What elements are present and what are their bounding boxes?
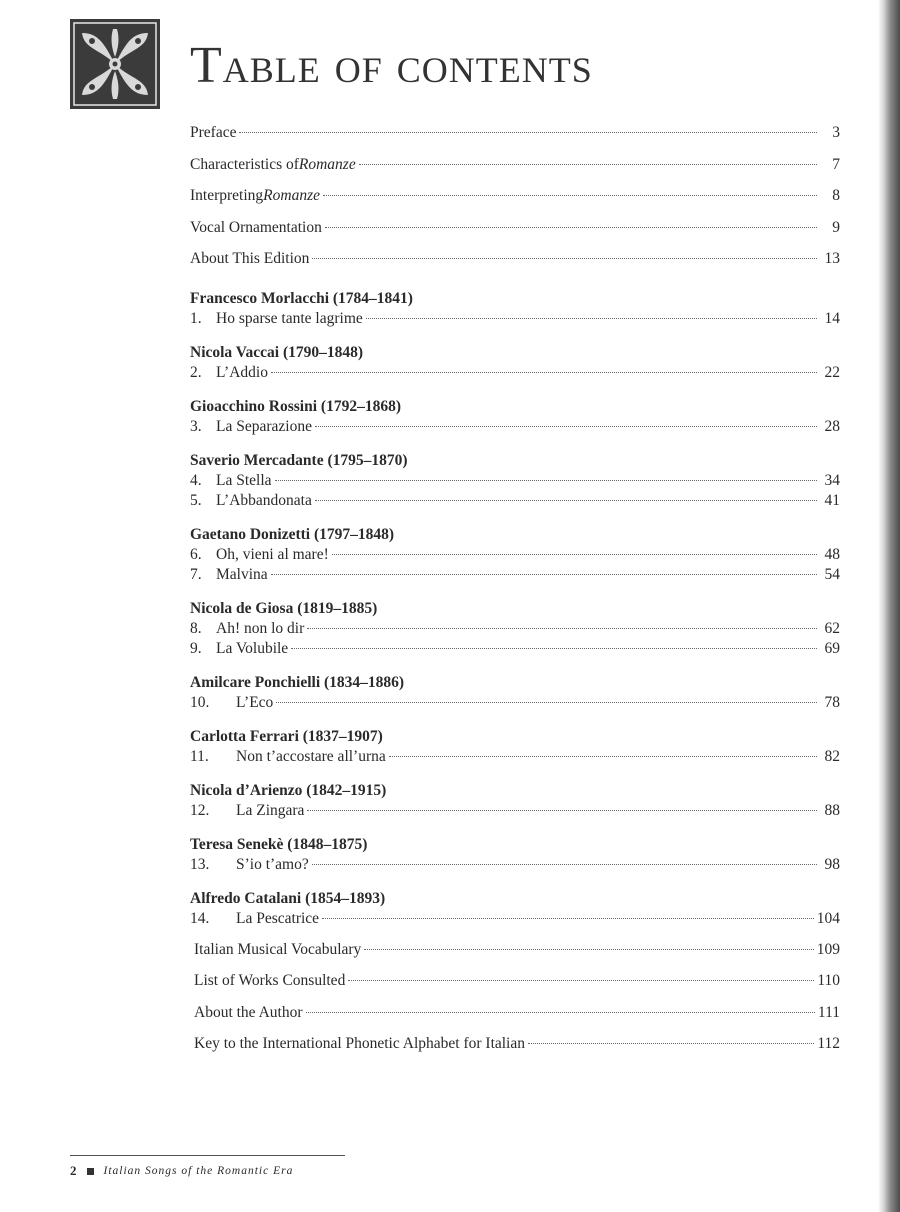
entry-title: L’Addio <box>216 363 268 381</box>
entry-page-number: 28 <box>824 417 840 435</box>
entry-title: S’io t’amo? <box>236 855 309 873</box>
toc-entry[interactable] <box>190 639 840 659</box>
entry-number: 8. <box>190 619 202 637</box>
toc-entry[interactable] <box>190 1003 840 1035</box>
toc-entry[interactable] <box>190 565 840 585</box>
dot-leader <box>271 574 817 575</box>
dot-leader <box>364 949 813 950</box>
composer-heading: Nicola de Giosa (1819–1885) <box>190 599 378 617</box>
toc-entry[interactable] <box>190 940 840 972</box>
entry-number: 2. <box>190 363 202 381</box>
toc-entry[interactable] <box>190 491 840 511</box>
dot-leader <box>348 980 814 981</box>
entry-title: Ah! non lo dir <box>216 619 305 637</box>
dot-leader <box>276 702 817 703</box>
toc-entry[interactable] <box>190 619 840 639</box>
dot-leader <box>315 500 817 501</box>
toc-entry[interactable] <box>190 417 840 437</box>
entry-page-number: 112 <box>817 1035 840 1052</box>
toc-entry[interactable] <box>190 545 840 565</box>
dot-leader <box>307 628 817 629</box>
entry-title: La Stella <box>216 471 272 489</box>
entry-number: 5. <box>190 491 202 509</box>
entry-page-number: 69 <box>824 639 840 657</box>
entry-page-number: 111 <box>817 1003 840 1021</box>
footer-page-number: 2 <box>70 1163 77 1178</box>
toc-entry[interactable] <box>190 249 840 281</box>
table-of-contents <box>190 123 840 1066</box>
page-footer <box>70 1155 345 1179</box>
entry-title: L’Eco <box>236 693 274 711</box>
dot-leader <box>275 480 817 481</box>
square-bullet-icon <box>87 1168 94 1175</box>
entry-page-number: 41 <box>824 491 840 509</box>
toc-entry[interactable] <box>190 123 840 155</box>
entry-number: 11. <box>190 747 209 765</box>
entry-number: 12. <box>190 801 210 819</box>
entry-title-italic: Romanze <box>298 155 356 173</box>
dot-leader <box>306 1012 815 1013</box>
entry-title: La Separazione <box>216 417 312 435</box>
entry-title: Ho sparse tante lagrime <box>216 309 363 327</box>
entry-page-number: 13 <box>824 250 840 267</box>
dot-leader <box>325 227 817 228</box>
entry-title: Italian Musical Vocabulary <box>194 940 362 958</box>
entry-number: 7. <box>190 565 202 583</box>
composer-heading: Teresa Senekè (1848–1875) <box>190 835 368 853</box>
entry-page-number: 88 <box>824 801 840 819</box>
toc-entry[interactable] <box>190 155 840 187</box>
entry-title: L’Abbandonata <box>216 491 312 509</box>
entry-title: Interpreting <box>190 187 264 204</box>
entry-number: 3. <box>190 417 202 435</box>
entry-page-number: 48 <box>824 545 840 563</box>
entry-page-number: 22 <box>824 363 840 381</box>
page-title: Table of contents <box>190 37 593 94</box>
entry-page-number: 78 <box>824 693 840 711</box>
page-binding-edge <box>878 0 900 1212</box>
toc-entry[interactable] <box>190 218 840 250</box>
entry-page-number: 98 <box>824 855 840 873</box>
composer-heading: Nicola d’Arienzo (1842–1915) <box>190 781 387 799</box>
entry-title: About This Edition <box>190 250 310 267</box>
composer-sections <box>190 289 840 929</box>
toc-entry[interactable] <box>190 186 840 218</box>
footer-book-title: Italian Songs of the Romantic Era <box>103 1165 294 1177</box>
composer-heading: Alfredo Catalani (1854–1893) <box>190 889 386 907</box>
entry-number: 1. <box>190 309 202 327</box>
toc-entry[interactable] <box>190 801 840 821</box>
dot-leader <box>291 648 817 649</box>
dot-leader <box>312 864 817 865</box>
entry-title: Malvina <box>216 565 268 583</box>
entry-page-number: 104 <box>816 909 840 927</box>
entry-number: 14. <box>190 909 210 927</box>
entry-number: 6. <box>190 545 202 563</box>
entry-number: 4. <box>190 471 202 489</box>
entry-page-number: 62 <box>824 619 840 637</box>
toc-entry[interactable] <box>190 909 840 929</box>
entry-page-number: 82 <box>824 747 840 765</box>
leaf-ornament-icon <box>70 19 160 109</box>
dot-leader <box>528 1043 814 1044</box>
composer-heading: Francesco Morlacchi (1784–1841) <box>190 289 413 307</box>
dot-leader <box>312 258 817 259</box>
dot-leader <box>322 918 814 919</box>
entry-title: About the Author <box>194 1003 303 1021</box>
entry-page-number: 110 <box>817 972 840 989</box>
entry-title: Vocal Ornamentation <box>190 218 322 236</box>
dot-leader <box>271 372 817 373</box>
toc-entry[interactable] <box>190 1034 840 1066</box>
dot-leader <box>332 554 817 555</box>
back-matter-list <box>190 940 840 1066</box>
entry-page-number: 14 <box>824 309 840 327</box>
dot-leader <box>315 426 817 427</box>
composer-heading: Carlotta Ferrari (1837–1907) <box>190 727 383 745</box>
entry-title: Preface <box>190 124 237 141</box>
front-matter-list <box>190 123 840 281</box>
toc-entry[interactable] <box>190 971 840 1003</box>
entry-title: Key to the International Phonetic Alphabet for Italian <box>194 1035 525 1052</box>
composer-heading: Gaetano Donizetti (1797–1848) <box>190 525 395 543</box>
entry-title: List of Works Consulted <box>194 972 346 989</box>
entry-number: 13. <box>190 855 210 873</box>
entry-title: Characteristics of <box>190 155 299 173</box>
dot-leader <box>307 810 817 811</box>
toc-entry[interactable] <box>190 471 840 491</box>
entry-title: La Pescatrice <box>236 909 320 927</box>
dot-leader <box>366 318 817 319</box>
dot-leader <box>239 132 817 133</box>
entry-title: La Volubile <box>216 639 289 657</box>
entry-title: Non t’accostare all’urna <box>236 747 386 765</box>
toc-entry[interactable] <box>190 363 840 383</box>
entry-page-number: 3 <box>832 124 840 141</box>
composer-heading: Gioacchino Rossini (1792–1868) <box>190 397 401 415</box>
entry-title-italic: Romanze <box>263 187 320 204</box>
toc-entry[interactable] <box>190 309 840 329</box>
entry-page-number: 109 <box>816 940 840 958</box>
composer-heading: Amilcare Ponchielli (1834–1886) <box>190 673 405 691</box>
entry-page-number: 34 <box>824 471 840 489</box>
entry-title: Oh, vieni al mare! <box>216 545 329 563</box>
dot-leader <box>389 756 817 757</box>
toc-entry[interactable] <box>190 747 840 767</box>
entry-page-number: 8 <box>832 187 840 204</box>
entry-number: 10. <box>190 693 210 711</box>
toc-entry[interactable] <box>190 855 840 875</box>
toc-entry[interactable] <box>190 693 840 713</box>
entry-page-number: 9 <box>832 218 840 236</box>
entry-title: La Zingara <box>236 801 305 819</box>
entry-page-number: 7 <box>832 155 840 173</box>
dot-leader <box>323 195 817 196</box>
entry-number: 9. <box>190 639 202 657</box>
entry-page-number: 54 <box>824 565 840 583</box>
composer-heading: Nicola Vaccai (1790–1848) <box>190 343 364 361</box>
dot-leader <box>359 164 817 165</box>
composer-heading: Saverio Mercadante (1795–1870) <box>190 451 408 469</box>
